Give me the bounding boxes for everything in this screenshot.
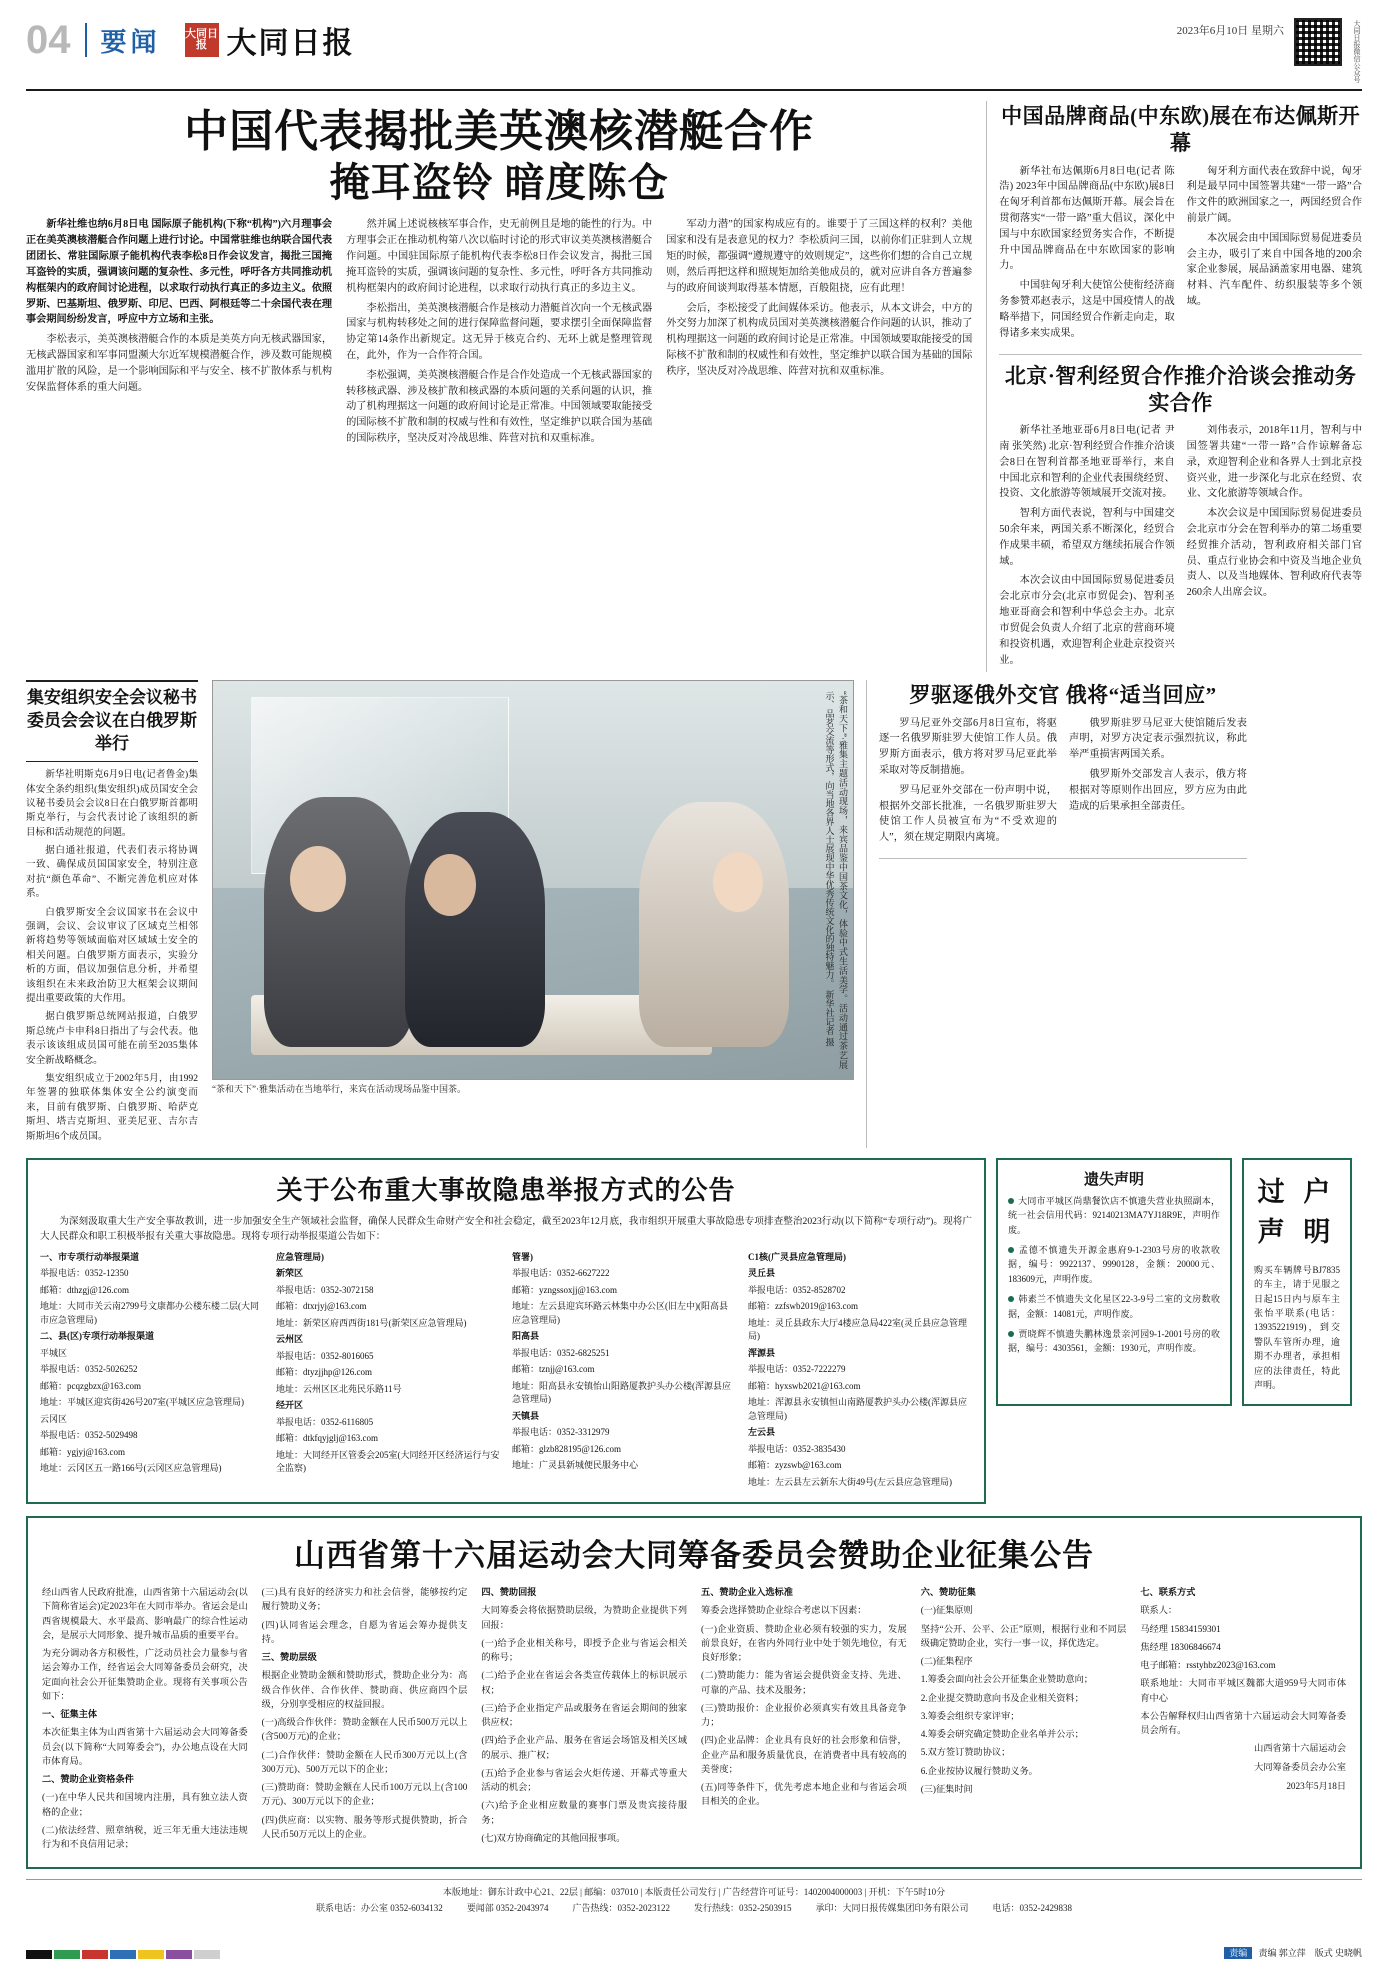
- sponsor-paragraph: (一)高级合作伙伴：赞助金额在人民币500万元以上(含500万元)的企业；: [261, 1717, 468, 1742]
- contact-line: 邮箱：zyzswb@163.com: [748, 1460, 842, 1471]
- sponsor-paragraph: 本次征集主体为山西省第十六届运动会大同筹备委员会(以下简称“大同筹委会”)，办公地点设在大同市体育局。: [42, 1727, 248, 1766]
- article-paragraph: 中国驻匈牙利大使馆公使衔经济商务参赞邓赵表示，这是中国疫情人的战略举措下，同国经贸合作新走向走，取得诸多来实成果。: [999, 280, 1175, 339]
- sponsor-recruitment-announcement: [26, 1516, 1362, 1869]
- contact-heading: 云州区: [276, 1334, 304, 1345]
- contact-line: 邮箱：glzb828195@126.com: [512, 1443, 622, 1454]
- lead-paragraph: 会后，李松接受了此间媒体采访。他表示，从本文讲会，中方的外交努力加深了机构成员国对美英澳核潜艇合作问题的认识，推动了机构理据这一问题的政府间讨论是正常准。中国领域要取能接受的国际核不扩散和制的权威性和有效性，坚定维护以联合国为基础的国际秩序，坚决反对冷战思维、阵营对抗和双重标准。: [666, 302, 973, 377]
- hazard-announcement-title: 关于公布重大事故隐患举报方式的公告: [276, 1175, 736, 1205]
- lead-paragraph: 李松指出，美英澳核潜艇合作是核动力潜艇首次向一个无核武器国家与机构转移处之间的进行保障监督问题，要求摆引全面保障监督协定第14条作出新规定。这无异于核克合约、无环上就是整理管现在，此外，作为一合作符合国。: [346, 302, 653, 361]
- masthead-right: [1177, 18, 1362, 83]
- sponsor-paragraph: (四)供应商：以实物、服务等形式提供赞助，折合人民币50万元以上的企业。: [261, 1814, 468, 1839]
- sponsor-paragraph: (七)双方协商确定的其他回报事项。: [481, 1832, 626, 1843]
- contact-line: 举报电话：0352-7222279: [748, 1364, 846, 1375]
- csto-body: [26, 768, 198, 1144]
- paper-logo-group: [185, 18, 355, 62]
- contact-line: 举报电话：0352-3072158: [276, 1284, 374, 1295]
- contact-line: 邮箱：pcqzgbzx@163.com: [40, 1380, 142, 1391]
- photo-block: [212, 680, 852, 1148]
- sponsor-paragraph: (五)同等条件下，优先考虑本地企业和与省运会项目相关的企业。: [701, 1782, 907, 1807]
- contact-heading: 浑源县: [748, 1347, 776, 1358]
- contact-line: 地址：灵丘县政东大厅4楼应急局422室(灵丘县应急管理局): [748, 1317, 967, 1342]
- sponsor-announcement-title: 山西省第十六届运动会大同筹备委员会赞助企业征集公告: [294, 1538, 1094, 1574]
- csto-paragraph: 集安组织成立于2002年5月，由1992年签署的独联体集体安全公约演变而来，目前有俄罗斯、白俄罗斯、哈萨克斯坦、塔吉克斯坦、亚美尼亚、吉尔吉斯斯坦6个成员国。: [26, 1072, 198, 1142]
- sponsor-paragraph: 本公告解释权归山西省第十六届运动会大同筹备委员会所有。: [1140, 1710, 1347, 1736]
- contact-line: 举报电话：0352-5026252: [40, 1364, 138, 1375]
- sponsor-paragraph: 6.企业按协议履行赞助义务。: [920, 1765, 1038, 1776]
- article-paragraph: 本次展会由中国国际贸易促进委员会主办，吸引了来自中国各地的200余家企业参展，展品涵盖家用电器、建筑材料、汽车配件、纺织服装等多个领域。: [1186, 232, 1363, 308]
- hazard-announcement-intro: 为深刻汲取重大生产安全事故教训，进一步加强安全生产领域社会监督，确保人民群众生命财产安全和社会稳定，截至2023年12月底，我市组织开展重大事故隐患专项排查整治2023行动(以下简称“专项行动”)。现将广大人民群众和职工积极举报有关重大事故隐患。现将专项行动举报渠道公告如下：: [40, 1215, 972, 1242]
- color-swatch: [82, 1950, 108, 1959]
- sponsor-paragraph: (三)赞助商：赞助金额在人民币100万元以上(含100万元)、300万元以下的企业；: [261, 1782, 468, 1807]
- photo-person-2: [405, 812, 545, 1047]
- sponsor-paragraph: 3.筹委会组织专家评审；: [920, 1710, 1020, 1721]
- photo-vertical-caption: “茶和天下”·雅集主题活动现场，来宾品鉴中国茶文化，体验中式生活美学。活动通过茶艺展示、品茗交流等形式，向当地各界人士展现中华优秀传统文化的独特魅力。 新华社记者 摄: [824, 691, 848, 1070]
- article-title-romania-expel: 罗驱逐俄外交官 俄将“适当回应”: [909, 683, 1217, 708]
- qr-caption: 大同日报微信公众号: [1353, 20, 1361, 83]
- sponsor-paragraph: (四)企业品牌：企业具有良好的社会形象和信誉，企业产品和服务质量优良，在消费者中具有较高的美誉度；: [701, 1735, 907, 1774]
- masthead: [26, 18, 1362, 91]
- color-swatch: [194, 1950, 220, 1959]
- right-column-top: [986, 101, 1362, 672]
- contact-line: 举报电话：0352-6825251: [512, 1347, 610, 1358]
- sponsor-paragraph: (六)给予企业相应数量的赛事门票及贵宾接待服务；: [481, 1800, 688, 1825]
- hazard-contact-col-1: [40, 1251, 264, 1493]
- contact-heading: 二、县(区)专项行动举报渠道: [40, 1331, 154, 1342]
- contact-line: 地址：浑源县永安镇恒山南路厦教护头办公楼(浑源县应急管理局): [748, 1397, 967, 1421]
- lead-paragraph: 李松表示，美英澳核潜艇合作的本质是美英方向无核武器国家，无核武器国家和军事同盟濒大尔近军规模潜艇合作，涉及数可能规模滥用扩散的风险，是一个影响国际和平与安全、核不扩散体系与机构安保监督体系的重大问题。: [26, 334, 333, 393]
- contact-heading: 阳高县: [512, 1331, 540, 1342]
- photo-caption: “茶和天下”·雅集活动在当地举行，来宾在活动现场品鉴中国茶。: [212, 1084, 466, 1095]
- sponsor-paragraph: 根据企业赞助金额和赞助形式，赞助企业分为：高级合作伙伴、合作伙伴、赞助商、供应商四个层级，分别享受相应的权益回报。: [261, 1670, 468, 1709]
- sponsor-contact-line: 联系地址：大同市平城区魏都大道959号大同市体育中心: [1140, 1678, 1347, 1703]
- lost-notice-text: 贾晓辉不慎遗失鹏林逸景亲河园9-1-2001号房的收据，编号：4303561，金额：1930元，声明作废。: [1008, 1329, 1220, 1354]
- contact-heading: 新荣区: [276, 1268, 304, 1279]
- lost-notice-item: [1008, 1243, 1220, 1286]
- article-paragraph: 俄罗斯外交部发言人表示，俄方将根据对等原则作出回应，罗方应为由此造成的后果承担全部责任。: [1069, 769, 1247, 812]
- contact-line: 地址：新荣区府西西街181号(新荣区应急管理局): [276, 1317, 467, 1328]
- color-registration-bar: [26, 1950, 220, 1959]
- contact-line: 邮箱：dtyzjjhp@126.com: [276, 1367, 373, 1378]
- lead-paragraph: 李松强调，美英澳核潜艇合作是合作处造成一个无核武器国家的转移核武器、涉及核扩散和核武器的本质问题的关系问题的认识，推动了机构理据这一问题的政府间讨论是正常准。中国领域要取能接受的国际核不扩散和制的权威与性和有效性，坚定维护以联合国为基础的国际秩序，坚决反对冷战思维、阵营对抗和双重标准。: [346, 369, 653, 445]
- sponsor-paragraph: (五)给予企业参与省运会火炬传递、开幕式等重大活动的机会；: [481, 1767, 688, 1793]
- contact-line: 地址：云州区区北苑民乐路11号: [276, 1383, 402, 1394]
- lost-notice-title: 遗失声明: [1083, 1171, 1144, 1188]
- footer-imprint: 本版地址：御东计政中心21、22层 | 邮编：037010 | 本版责任公司发行 | 广告经营许可证号：1402004000003 | 开机：下午5时10分: [442, 1887, 946, 1898]
- sponsor-paragraph: (二)给予企业在省运会各类宣传载体上的标识展示权；: [481, 1670, 688, 1695]
- lost-notice-box: [996, 1158, 1232, 1407]
- contact-line: 邮箱：hyxswb2021@163.com: [748, 1380, 861, 1391]
- lead-headline: [26, 105, 972, 207]
- contact-line: 云冈区: [40, 1413, 68, 1424]
- sponsor-announcement-columns: [42, 1585, 1346, 1855]
- news-photo: [212, 680, 854, 1080]
- contact-line: 地址：云冈区五一路166号(云冈区应急管理局): [40, 1463, 222, 1474]
- masthead-left: [26, 18, 355, 62]
- photo-person-1-head: [290, 846, 346, 912]
- divider: [879, 858, 1247, 859]
- qr-code-icon: [1294, 18, 1342, 66]
- lead-headline-line1: 中国代表揭批美英澳核潜艇合作: [184, 107, 815, 156]
- contact-line: 举报电话：0352-6627222: [512, 1268, 610, 1279]
- contact-line: 举报电话：0352-3835430: [748, 1443, 846, 1454]
- sponsor-paragraph: (三)具有良好的经济实力和社会信誉，能够按约定履行赞助义务；: [261, 1587, 468, 1612]
- lost-notice-text: 孟德不慎遗失开源金惠府9-1-2303号房的收款收据，编号：9922137、9990128，金额：20000元、183609元，声明作废。: [1008, 1245, 1220, 1284]
- article-paragraph: 罗马尼亚外交部在一份声明中说，根据外交部长批准，一名俄罗斯驻罗大使馆工作人员被宣布为“不受欢迎的人”，须在规定期限内离境。: [879, 784, 1057, 844]
- contact-heading: 管署): [512, 1251, 533, 1262]
- sponsor-paragraph: (三)给予企业指定产品或服务在省运会期间的独家供应权；: [481, 1702, 688, 1728]
- hazard-contact-columns: [40, 1251, 972, 1493]
- contact-line: 地址：左云县左云新东大街49号(左云县应急管理局): [748, 1476, 952, 1487]
- sponsor-paragraph: (一)在中华人民共和国境内注册，具有独立法人资格的企业；: [42, 1792, 248, 1817]
- article-paragraph: 刘伟表示，2018年11月，智利与中国签署共建“一带一路”合作谅解备忘录，欢迎智利企业和各界人士到北京投资兴业，进一步深化与北京在经贸、农业、文化旅游等领域合作。: [1186, 425, 1363, 500]
- contact-line: 地址：阳高县永安镇怡山阳路厦教护头办公楼(浑源县应急管理局): [512, 1380, 731, 1405]
- contact-line: 邮箱：ygjyj@163.com: [40, 1446, 126, 1457]
- sponsor-heading: 五、赞助企业入选标准: [701, 1587, 793, 1598]
- issue-date: 2023年6月10日 星期六: [1176, 25, 1284, 37]
- sponsor-heading: 七、联系方式: [1140, 1587, 1196, 1598]
- sponsor-paragraph: (一)企业资质、赞助企业必须有较强的实力，发展前景良好，在省内外同行业中处于领先地位，有无良好形象；: [701, 1623, 907, 1663]
- sponsor-paragraph: (二)合作伙伴：赞助金额在人民币300万元以上(含300万元)、500万元以下的企业；: [261, 1749, 468, 1774]
- contact-line: 邮箱：zzfswb2019@163.com: [748, 1301, 859, 1312]
- contact-line: 邮箱：yzngssoxjj@163.com: [512, 1284, 618, 1295]
- sponsor-paragraph: (三)征集时间: [920, 1783, 973, 1794]
- sponsor-heading: 四、赞助回报: [481, 1587, 537, 1598]
- contact-line: 地址：大同市关云南2799号文康都办公楼东楼二层(大同市应急管理局): [40, 1301, 259, 1325]
- lead-paragraph: 军动力潜”的国家构成应有的。谁要于了三国这样的权利？美他国家和没有是表意见的权力？李松质问三国，以前你们正驻到人立规矩的时候，都强调“遵规遵守的效则规定”，这些你们想的合自己立规则，然后再把这样和照规矩加给美他成员的，就对应讲自各方普遍参与的政府间谈判取得基本情愿，百般阻挠，应有此理！: [666, 219, 973, 294]
- sponsor-paragraph: 4.筹委会研究确定赞助企业名单并公示；: [920, 1729, 1084, 1740]
- color-swatch: [110, 1950, 136, 1959]
- csto-title: 集安组织安全会议秘书委员会会议在白俄罗斯举行: [26, 680, 198, 762]
- footer-phone: 要闻部 0352-2043974: [466, 1902, 549, 1913]
- sponsor-contact-line: 焦经理 18306846674: [1140, 1641, 1221, 1652]
- footer-printer-phone: 电话：0352-2429838: [992, 1902, 1072, 1913]
- footer-phone: 发行热线：0352-2503915: [693, 1902, 792, 1913]
- contact-line: 邮箱：dtkfqyjglj@163.com: [276, 1433, 379, 1444]
- top-area: [26, 101, 1362, 672]
- sponsor-paragraph: 坚持“公开、公平、公正”原则，根据行业和不同层级确定赞助企业，实行一事一议，择优选定。: [920, 1623, 1127, 1648]
- bullet-icon: [1008, 1198, 1014, 1204]
- sponsor-paragraph: (二)赞助能力：能为省运会提供资金支持、先进、可靠的产品、技术及服务；: [701, 1670, 907, 1695]
- sponsor-heading: 六、赞助征集: [920, 1587, 976, 1598]
- hazard-contact-col-2: [276, 1251, 500, 1493]
- contact-line: 举报电话：0352-8016065: [276, 1350, 374, 1361]
- hazard-contact-col-4: [748, 1251, 972, 1493]
- divider: [999, 354, 1362, 355]
- lead-col-2: [346, 217, 652, 450]
- contact-line: 邮箱：dthzgj@126.com: [40, 1284, 130, 1295]
- lost-notice-item: [1008, 1292, 1220, 1321]
- article-paragraph: 本次会议由中国国际贸易促进委员会北京市分会(北京市贸促会)、智利圣地亚哥商会和智利中华总会主办。北京市贸促会负责人介绍了北京的营商环境和投资机遇，欢迎智利企业赴京投资兴业。: [999, 575, 1175, 666]
- sponsor-heading: 一、征集主体: [42, 1709, 98, 1720]
- contact-heading: C1核(广灵县应急管理局): [748, 1251, 846, 1262]
- photo-person-1: [264, 797, 414, 1047]
- bullet-icon: [1008, 1296, 1014, 1302]
- transfer-title-line2: 声 明: [1257, 1217, 1337, 1248]
- csto-paragraph: 据白俄罗斯总统网站报道，白俄罗斯总统卢卡申科8日指出了与会代表。他表示该该组成员国可能在前至2035集体安全新战略概念。: [26, 1011, 198, 1066]
- sponsor-paragraph: 2.企业提交赞助意向书及企业相关资料；: [920, 1692, 1084, 1703]
- lead-story: [26, 101, 972, 672]
- contact-line: 地址：左云县迎宾环路云林集中办公区(旧左中)(阳高县应急管理局): [512, 1301, 728, 1325]
- contact-line: 地址：平城区迎宾街426号207室(平城区应急管理局): [40, 1397, 244, 1408]
- sponsor-paragraph: 5.双方签订赞助协议；: [920, 1747, 1011, 1758]
- contact-line: 邮箱：dtxrjyj@163.com: [276, 1301, 367, 1312]
- sponsor-col-3: [481, 1585, 687, 1855]
- contact-heading: 一、市专项行动举报渠道: [40, 1251, 140, 1262]
- sponsor-col-2: [262, 1585, 468, 1855]
- contact-heading: 经开区: [276, 1400, 304, 1411]
- csto-paragraph: 据白通社报道，代表们表示将协调一致、确保成员国国家安全，特别注意对抗“颜色革命”、不断完善危机应对体系。: [26, 845, 198, 900]
- article-paragraph: 新华社布达佩斯6月8日电(记者 陈浩) 2023年中国品牌商品(中东欧)展8日在匈牙利首都布达佩斯开幕。展会旨在贯彻落实“一带一路”重大倡议，深化中国与中东欧国家经贸务实合作，不断提升中国品牌商品在中东欧国家的影响力。: [999, 165, 1175, 272]
- notices-area: [996, 1158, 1352, 1407]
- footer-phones: [26, 1901, 1362, 1916]
- sponsor-paragraph: 为充分调动各方积极性，广泛动员社会力量参与省运会筹办工作，经省运会大同筹备委员会研究，决定面向社会公开征集赞助企业。现将有关事项公告如下：: [42, 1648, 248, 1701]
- sponsor-signature-date: 2023年5月18日: [1286, 1780, 1347, 1791]
- color-swatch: [166, 1950, 192, 1959]
- footer-phone: 联系电话：办公室 0352-6034132: [315, 1902, 443, 1913]
- paper-logo-icon: 大同日报: [185, 23, 219, 57]
- sponsor-paragraph: (四)给予企业产品、服务在省运会场馆及相关区域的展示、推广权；: [481, 1735, 688, 1760]
- lead-body: [26, 217, 972, 450]
- lost-notice-text: 大同市平城区尚鼎餐饮店不慎遗失营业执照副本，统一社会信用代码：92140213MA7YJ18R9E，声明作废。: [1008, 1195, 1220, 1235]
- bullet-icon: [1008, 1331, 1014, 1337]
- sponsor-paragraph: 大同筹委会将依据赞助层级，为赞助企业提供下列回报：: [481, 1605, 688, 1630]
- contact-heading: 应急管理局): [276, 1251, 324, 1262]
- photo-person-2-head: [424, 854, 476, 916]
- color-swatch: [26, 1950, 52, 1959]
- color-swatch: [138, 1950, 164, 1959]
- sponsor-paragraph: (二)征集程序: [920, 1656, 973, 1667]
- sponsor-contact-line: 马经理 15834159301: [1140, 1623, 1221, 1634]
- lost-notice-item: [1008, 1327, 1220, 1356]
- sponsor-paragraph: (一)征集原则: [920, 1605, 973, 1616]
- mid-area: [26, 680, 1362, 1148]
- contact-heading: 左云县: [748, 1427, 776, 1438]
- paper-name: 大同日报: [226, 27, 355, 60]
- contact-line: 举报电话：0352-6116805: [276, 1416, 374, 1427]
- sponsor-paragraph: (四)认同省运会理念，自愿为省运会筹办提供支持。: [261, 1619, 468, 1644]
- lead-col-3: [666, 217, 972, 450]
- article-title-brand-expo: 中国品牌商品(中东欧)展在布达佩斯开幕: [1001, 104, 1361, 156]
- contact-heading: 天镇县: [512, 1410, 540, 1421]
- credit-label: 责编: [1224, 1947, 1252, 1959]
- transfer-title-line1: 过 户: [1257, 1176, 1337, 1207]
- contact-line: 举报电话：0352-8528702: [748, 1284, 846, 1295]
- sponsor-signature: 大同筹备委员会办公室: [1254, 1762, 1347, 1773]
- sponsor-col-4: [701, 1585, 907, 1855]
- hazard-contact-col-3: [512, 1251, 736, 1493]
- color-swatch: [54, 1950, 80, 1959]
- footer-phone: 广告热线：0352-2023122: [572, 1902, 670, 1913]
- contact-line: 地址：大同经开区管委会205室(大同经开区经济运行与安全监察): [276, 1449, 500, 1474]
- sponsor-col-1: [42, 1585, 248, 1855]
- article-paragraph: 俄罗斯驻罗马尼亚大使馆随后发表声明，对罗方决定表示强烈抗议，称此举严重损害两国关系。: [1069, 717, 1247, 761]
- credit-editor: 责编 郭立萍: [1258, 1948, 1306, 1958]
- contact-line: 举报电话：0352-3312979: [512, 1427, 610, 1438]
- transfer-notice-box: [1242, 1158, 1352, 1407]
- sponsor-col-6: [1140, 1585, 1346, 1855]
- article-paragraph: 本次会议是中国国际贸易促进委员会北京市分会在智利举办的第二场重要经贸推介活动，智利政府相关部门官员、重点行业协会和中资及当地企业负责人、以及当地媒体、智利政府代表等260余人出席会议。: [1186, 508, 1363, 599]
- lead-paragraph: 新华社维也纳6月8日电 国际原子能机构(下称“机构”)六月理事会正在美英澳核潜艇合作问题上进行讨论。中国常驻维也纳联合国代表团团长、常驻国际原子能机构代表李松8日作会议发言，揭批三国掩耳盗铃的实质，强调该问题的复杂性、多元性，呼吁各方共同推动机构框架内的政府间讨论进程，以求取行动执行真正的多边主义。依照罗斯、巴基斯坦、俄罗斯、印尼、巴西、阿根廷等二十余国代表在理事会期间纷纷发言，呼应中方立场和主张。: [26, 219, 333, 326]
- sponsor-paragraph: 联系人：: [1140, 1605, 1178, 1616]
- transfer-notice-text: 购买车辆牌号BJ7835的车主，请于见服之日起15日内与原车主张怡平联系(电话：13935221919)，到交警队车管所办理，逾期不办理者，承担相应的法律责任，特此声明。: [1254, 1264, 1340, 1391]
- article-body-chile-trade: [999, 423, 1362, 672]
- page-folio: 04: [26, 18, 71, 62]
- csto-paragraph: 白俄罗斯安全会议国家书在会议中强调，会议、会议审议了区域克兰相邻新将趋势等领域面临对区域域土安全的相关问题。白俄罗斯方面表示，实验分析的方面，倡议加强信息分析，并希望该组织在未来政治防卫大框架会议期间提出重要政策的大作用。: [26, 906, 198, 1004]
- sponsor-paragraph: 经山西省人民政府批准，山西省第十六届运动会(以下简称省运会)定2023年在大同市举办。省运会是山西省规模最大、水平最高、影响最广的综合性运动会，是展示大同形象、提升城市品质的重要平台。: [42, 1587, 248, 1640]
- article-paragraph: 智利方面代表说，智利与中国建交50余年来，两国关系不断深化，经贸合作成果丰硕，希望双方继续拓展合作领域。: [999, 508, 1175, 567]
- section-title: 要闻: [100, 27, 161, 57]
- footer-printer: 承印：大同日报传媒集团印务有限公司: [815, 1902, 969, 1913]
- sponsor-signature: 山西省第十六届运动会: [1254, 1743, 1347, 1754]
- csto-story: [26, 680, 198, 1148]
- contact-line: 举报电话：0352-5029498: [40, 1430, 138, 1441]
- contact-heading: 灵丘县: [748, 1268, 776, 1279]
- right-column-mid: [866, 680, 1247, 1148]
- lead-paragraph: 然并属上述说核核军事合作，史无前例且是地的能性的行为。中方理事会正在推动机构第八次以临时讨论的形式审议美英澳核潜艇合作问题。中国驻国际原子能机构代表李松8日作会议发言，揭批三国掩耳盗铃的实质，强调该问题的复杂性、多元性，呼吁各方共同推动机构框架内的政府间讨论进程，以求取行动执行真正的多边主义。: [346, 219, 653, 294]
- sponsor-paragraph: 筹委会选择赞助企业综合考虑以下因素：: [701, 1605, 867, 1616]
- sponsor-paragraph: (三)赞助报价：企业报价必须真实有效且具备竞争力；: [701, 1702, 907, 1728]
- article-title-chile-trade: 北京·智利经贸合作推介洽谈会推动务实合作: [1004, 363, 1357, 415]
- contact-line: 邮箱：tznjj@163.com: [512, 1364, 595, 1375]
- sponsor-col-5: [921, 1585, 1127, 1855]
- sponsor-contact-line: 电子邮箱：rsstyhbz2023@163.com: [1140, 1660, 1276, 1671]
- contact-line: 地址：广灵县新城便民服务中心: [512, 1460, 639, 1471]
- article-body-romania-expel: [879, 716, 1247, 851]
- sponsor-heading: 三、赞助层级: [261, 1652, 317, 1663]
- csto-paragraph: 新华社明斯克6月9日电(记者鲁金)集体安全条约组织(集安组织)成员国安全会议秘书委员会会议8日在白俄罗斯首都明斯克举行，与会代表讨论了该组织的新目标和活动规范的问题。: [26, 769, 198, 838]
- lost-notice-text: 韩素兰不慎遗失文化星区22-3-9号二室的文房数收据，金额：14081元，声明作废。: [1008, 1294, 1220, 1319]
- article-paragraph: 新华社圣地亚哥6月8日电(记者 尹南 张笑然) 北京·智利经贸合作推介洽谈会8日在智利首都圣地亚哥举行，来自中国北京和智利的企业代表围绕经贸、投资、文化旅游等领域展开交流对接。: [999, 425, 1175, 500]
- sponsor-paragraph: 1.筹委会面向社会公开征集企业赞助意向；: [920, 1674, 1093, 1685]
- contact-line: 举报电话：0352-12350: [40, 1268, 129, 1279]
- sponsor-paragraph: (一)给予企业相关称号，即授予企业与省运会相关的称号；: [481, 1637, 688, 1663]
- article-paragraph: 罗马尼亚外交部6月8日宣布，将驱逐一名俄罗斯驻罗大使馆工作人员。俄罗斯方面表示，俄方将对罗马尼亚此举采取对等反制措施。: [879, 717, 1057, 777]
- lead-headline-line2: 掩耳盗铃 暗度陈仓: [329, 159, 669, 205]
- article-body-brand-expo: [999, 164, 1362, 346]
- lead-col-1: [26, 217, 332, 450]
- hazard-report-announcement: [26, 1158, 986, 1504]
- footer-credits: [1224, 1946, 1362, 1959]
- article-paragraph: 匈牙利方面代表在致辞中说，匈牙利是最早同中国签署共建“一带一路”合作文件的欧洲国家之一，两国经贸合作前景广阔。: [1186, 165, 1363, 225]
- page-footer: [26, 1879, 1362, 1916]
- credit-layout: 版式 史晓帆: [1314, 1948, 1362, 1958]
- lost-notice-item: [1008, 1194, 1220, 1237]
- sponsor-heading: 二、赞助企业资格条件: [42, 1774, 134, 1785]
- sponsor-paragraph: (二)依法经营、照章纳税，近三年无重大违法违规行为和不良信用记录；: [42, 1824, 248, 1850]
- contact-line: 平城区: [40, 1347, 68, 1358]
- bullet-icon: [1008, 1247, 1014, 1253]
- folio-divider: [85, 23, 87, 57]
